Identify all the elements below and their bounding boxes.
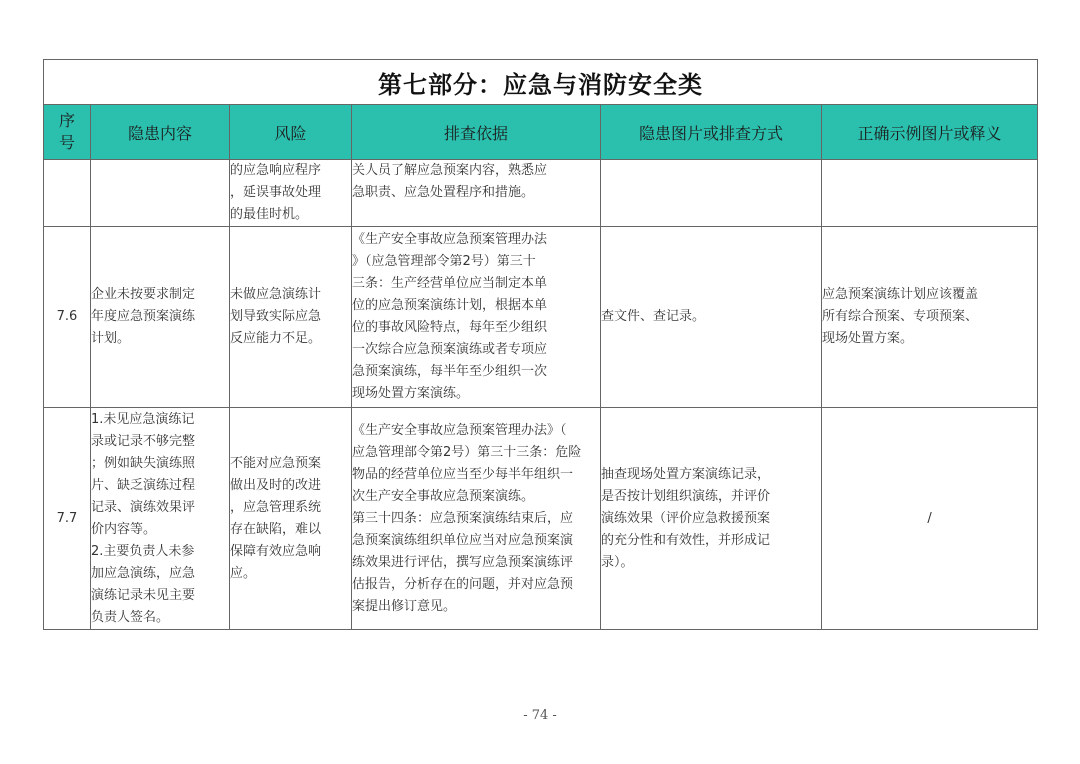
row-risk: 不能对应急预案 做出及时的改进 ，应急管理系统 存在缺陷，难以 保障有效应急响 应。 [230, 408, 352, 630]
row-method: 抽查现场处置方案演练记录， 是否按计划组织演练，并评价 演练效果（评价应急救援预案 的充分性和有效性，并形成记 录）。 [601, 408, 822, 630]
row-hazard: 企业未按要求制定 年度应急预案演练 计划。 [91, 227, 230, 408]
header-seq: 序 号 [44, 105, 91, 160]
row-risk: 的应急响应程序 ，延误事故处理 的最佳时机。 [230, 160, 352, 227]
row-basis: 《生产安全事故应急预案管理办法 》（应急管理部令第2号）第三十 三条：生产经营单位应当制定本单 位的应急预案演练计划，根据本单 位的事故风险特点，每年至少组织 一次综合应急预案演练或者专项应 急预案演练，每半年至少组织一次 现场处置方案演练。 [352, 227, 601, 408]
header-basis: 排查依据 [352, 105, 601, 160]
table-row [44, 408, 1038, 630]
header-risk: 风险 [230, 105, 352, 160]
page-number: - 74 - [523, 708, 557, 723]
row-hazard: 1.未见应急演练记 录或记录不够完整 ；例如缺失演练照 片、缺乏演练过程 记录、演练效果评 价内容等。 2.主要负责人未参 加应急演练，应急 演练记录未见主要 负责人签名。 [91, 408, 230, 630]
section-title: 第七部分：应急与消防安全类 [44, 60, 1038, 105]
row-method: 查文件、查记录。 [601, 227, 822, 408]
hazard-table [43, 59, 1038, 630]
header-example: 正确示例图片或释义 [822, 105, 1038, 160]
table-row [44, 160, 1038, 227]
header-hazard: 隐患内容 [91, 105, 230, 160]
row-example: / [822, 408, 1038, 630]
row-no: 7.6 [44, 227, 91, 408]
row-basis: 《生产安全事故应急预案管理办法》（ 应急管理部令第2号）第三十三条：危险 物品的经营单位应当至少每半年组织一 次生产安全事故应急预案演练。 第三十四条：应急预案演练结束后，应 急预案演练组织单位应当对应急预案演 练效果进行评估，撰写应急预案演练评 估报告，分析存在的问题，并对应急预 案提出修订意见。 [352, 408, 601, 630]
row-hazard [91, 160, 230, 227]
row-basis: 关人员了解应急预案内容，熟悉应 急职责、应急处置程序和措施。 [352, 160, 601, 227]
row-risk: 未做应急演练计 划导致实际应急 反应能力不足。 [230, 227, 352, 408]
row-no [44, 160, 91, 227]
header-method: 隐患图片或排查方式 [601, 105, 822, 160]
row-method [601, 160, 822, 227]
table-row [44, 227, 1038, 408]
row-no: 7.7 [44, 408, 91, 630]
table-header [44, 105, 1038, 160]
row-example [822, 160, 1038, 227]
row-example: 应急预案演练计划应该覆盖 所有综合预案、专项预案、 现场处置方案。 [822, 227, 1038, 408]
